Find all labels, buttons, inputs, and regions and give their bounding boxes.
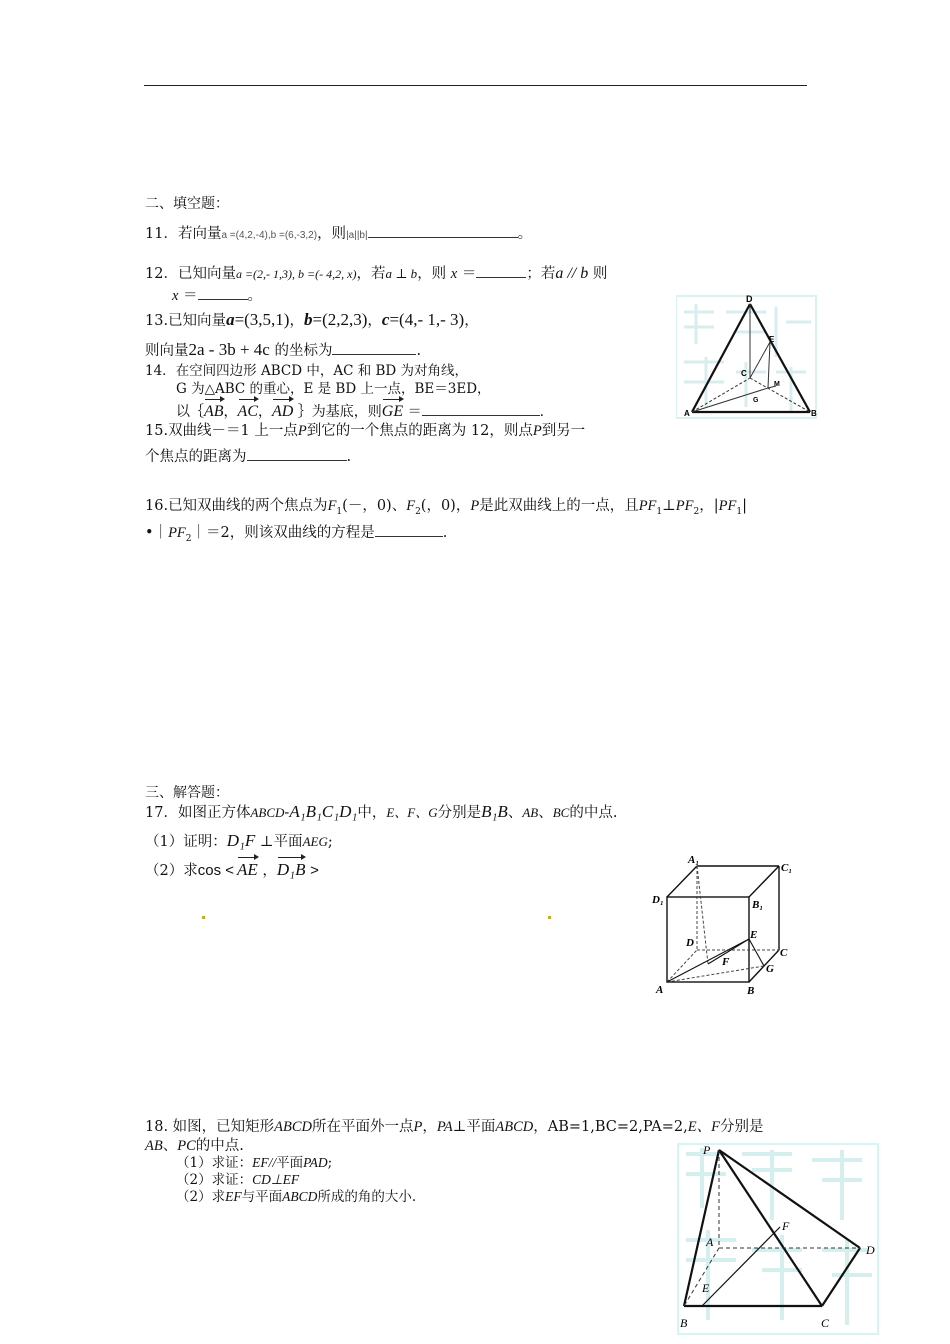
- label-e: E: [769, 335, 775, 344]
- q16-f2-coords: (，0)，: [420, 498, 471, 514]
- q16-f2-sub: 2: [415, 506, 421, 517]
- q13-text-3: 的坐标为: [274, 343, 333, 359]
- question-12-line-2: [172, 285, 262, 306]
- q16-pf2-sub: 2: [693, 506, 700, 517]
- q18-part1-plane: 平面: [276, 1155, 304, 1171]
- label-a1: A₁: [688, 854, 700, 866]
- q16-end: .: [442, 525, 448, 541]
- q13-end: .: [416, 343, 422, 359]
- question-18-line-1: [145, 1117, 763, 1137]
- label-f: F: [782, 1219, 790, 1233]
- q16-pf2: PF: [675, 498, 694, 514]
- question-14-line-2: G 为△ABC 的重心，E 是 BD 上一点，BE＝3ED，: [176, 381, 491, 397]
- q18-text-1: 如图，已知矩形: [172, 1119, 275, 1135]
- q12-end: 。: [247, 288, 263, 304]
- q16-text-3: ，|: [699, 498, 719, 514]
- q13-sep-1: ，: [289, 313, 304, 329]
- q17-part1-label: （1）证明：: [145, 834, 227, 850]
- q18-ef: E、F: [687, 1119, 720, 1135]
- q16-f1-coords: (－，0)、: [342, 498, 407, 514]
- q17-b1b: B₁B: [481, 802, 508, 821]
- q13-text-2: 则向量: [145, 343, 189, 359]
- label-f: F: [722, 956, 730, 968]
- q13-sep-3: ，: [464, 313, 479, 329]
- q17-part2-label: （2）求: [145, 863, 198, 879]
- q16-pf3-sub: 1: [736, 506, 743, 517]
- q18-text-2: 所在平面外一点: [312, 1119, 414, 1135]
- q16-f1: F: [327, 498, 337, 514]
- q17-sep: 、: [538, 805, 553, 821]
- question-18-part-2: [176, 1171, 299, 1189]
- label-g: G: [753, 397, 759, 404]
- q17-text-2: 中，: [357, 805, 387, 821]
- q16-pf4-sub: 2: [185, 533, 192, 544]
- q17-a1b1c1d1: A₁B₁C₁D₁: [289, 802, 358, 821]
- question-15-line-1: [145, 421, 585, 441]
- q18-text-6: 分别是: [719, 1119, 764, 1135]
- q14-number: 14．: [145, 363, 176, 379]
- stray-mark-1: [202, 916, 205, 919]
- q18-part3-label: （2）求: [176, 1189, 226, 1205]
- question-12-line-1: [145, 263, 607, 284]
- q17-text-1: 如图正方体: [177, 805, 251, 821]
- q18-point-p: P: [413, 1119, 423, 1135]
- label-d: D: [746, 294, 753, 304]
- question-18-part-3: [176, 1188, 416, 1206]
- q13-vector-b: b: [303, 310, 313, 329]
- question-13-line-1: [145, 310, 479, 331]
- q12-var-1: x: [450, 266, 458, 282]
- q11-answer-blank[interactable]: [368, 223, 518, 238]
- label-d: D: [686, 937, 694, 949]
- cube-figure: [650, 852, 800, 997]
- q17-bc: BC: [552, 805, 570, 820]
- q13-sep-2: ，: [367, 313, 382, 329]
- q14-line-1: 在空间四边形 ABCD 中，AC 和 BD 为对角线，: [175, 363, 469, 379]
- q18-part2-cd-ef: CD⊥EF: [252, 1172, 300, 1187]
- question-13-line-2: [145, 340, 421, 361]
- q17-text-5: 的中点.: [569, 805, 618, 821]
- section-title-fill-in: 二、填空题：: [145, 196, 229, 212]
- q12-text-2: ，若: [356, 266, 386, 282]
- q14-vector-ac: AC: [237, 403, 258, 420]
- q17-dash: -: [284, 805, 290, 821]
- pyramid-figure: [672, 1140, 884, 1338]
- q17-d1f: D₁F: [226, 831, 256, 850]
- label-b: B: [747, 985, 755, 997]
- q13-vector-a: a: [226, 310, 235, 329]
- label-g: G: [766, 963, 774, 975]
- q12-eq-2: ＝: [183, 288, 198, 304]
- q15-point-p-2: P: [532, 423, 542, 439]
- section-title-solutions: 三、解答题：: [145, 785, 229, 801]
- q16-pf1: PF: [638, 498, 657, 514]
- q14-vector-ab: AB: [204, 403, 224, 420]
- q12-eq-1: ＝: [461, 266, 477, 282]
- q17-vector-ae: AE: [237, 860, 258, 879]
- label-a: A: [656, 984, 664, 996]
- label-c: C: [821, 1316, 830, 1330]
- question-17-part-1: [145, 831, 333, 852]
- q16-pf3: PF: [718, 498, 737, 514]
- q16-number: 16.: [145, 498, 169, 514]
- q18-part3-ef: EF: [225, 1189, 242, 1204]
- q14-answer-blank[interactable]: [422, 401, 540, 416]
- q16-text-2: 是此双曲线上的一点，且: [479, 498, 639, 514]
- q18-part3-end: 所成的角的大小.: [317, 1189, 417, 1205]
- q16-pf4: PF: [168, 525, 186, 541]
- q18-text-4: ⊥平面: [452, 1119, 496, 1135]
- q17-comma: ，: [262, 863, 277, 879]
- q15-text-2: 到它的一个焦点的距离为 12，则点: [306, 423, 533, 439]
- q14-text-basis: 以｛: [176, 404, 204, 420]
- q13-c-value: =(4,- 1,- 3): [389, 310, 465, 329]
- q17-part1-text: ⊥平面: [259, 834, 303, 850]
- question-11: [145, 223, 532, 246]
- header-rule: [144, 85, 807, 86]
- label-a: A: [684, 409, 690, 418]
- q11-end: 。: [517, 226, 533, 242]
- label-b: B: [680, 1316, 688, 1330]
- q11-vectors: a =(4,2,-4),b =(6,-3,2): [221, 230, 318, 241]
- q13-vector-c: c: [381, 310, 390, 329]
- q13-a-value: =(3,5,1): [234, 310, 290, 329]
- q15-end: .: [346, 449, 352, 465]
- tetrahedron-figure: [676, 292, 820, 422]
- q18-part3-abcd: ABCD: [282, 1189, 318, 1204]
- q18-part1-ef: EF//: [252, 1155, 277, 1170]
- q15-text-3: 到另一: [541, 423, 586, 439]
- q18-text-5: ，AB=1,BC=2,PA=2,: [533, 1119, 688, 1135]
- label-d: D: [866, 1243, 875, 1257]
- label-e: E: [750, 929, 758, 941]
- q14-eq: ＝: [407, 404, 422, 420]
- q16-perp: ⊥: [662, 498, 676, 514]
- label-b: B: [811, 409, 817, 418]
- label-m: M: [774, 381, 780, 388]
- watermark-stamp: [676, 296, 816, 418]
- q11-mid: ，则: [317, 226, 347, 242]
- q12-condition-perp: a ⊥ b: [385, 266, 418, 281]
- q12-number: 12．: [145, 266, 178, 282]
- q14-end: .: [539, 404, 545, 420]
- q12-vectors: a =(2,- 1,3), b =(- 4,2, x): [235, 267, 357, 281]
- q18-part1-label: （1）求证：: [176, 1155, 253, 1171]
- q18-pc: PC: [177, 1138, 196, 1154]
- q16-pf1-sub: 1: [656, 506, 663, 517]
- q17-part1-end: ;: [327, 834, 333, 850]
- q16-text-5: •｜: [145, 525, 169, 541]
- q17-ab: AB: [522, 805, 539, 820]
- q13-number: 13.: [145, 313, 169, 329]
- q13-b-value: =(2,2,3): [312, 310, 368, 329]
- q18-sep: 、: [162, 1138, 178, 1154]
- q16-f2: F: [406, 498, 416, 514]
- q18-number: 18.: [145, 1119, 169, 1135]
- q18-text-3: ，: [422, 1119, 437, 1135]
- q11-expression: |a||b|: [346, 230, 368, 241]
- q18-part1-pad: PAD: [303, 1155, 328, 1170]
- q15-point-p-1: P: [297, 423, 307, 439]
- q13-text-1: 已知向量: [168, 313, 227, 329]
- q13-answer-blank[interactable]: [332, 340, 416, 355]
- q14-vector-ad: AD: [272, 403, 294, 420]
- label-p: P: [703, 1143, 711, 1157]
- label-b1: B₁: [752, 899, 764, 911]
- q18-abcd: ABCD: [274, 1119, 313, 1135]
- q12-condition-parallel: a // b: [555, 265, 589, 282]
- question-14-line-1: [145, 362, 468, 380]
- label-a: A: [706, 1235, 714, 1249]
- q16-point-p: P: [470, 498, 480, 514]
- label-e: E: [702, 1281, 710, 1295]
- q18-text-7: 的中点.: [195, 1138, 244, 1154]
- q17-text-3: 分别是: [437, 805, 482, 821]
- q11-number: 11．: [145, 226, 178, 242]
- q18-ab: AB: [145, 1138, 163, 1154]
- q17-text-4: 、: [507, 805, 523, 821]
- q13-expression: 2a - 3b + 4c: [188, 340, 270, 359]
- q18-part3-text: 与平面: [241, 1189, 283, 1205]
- q17-gt: >: [310, 862, 319, 879]
- label-c: C: [741, 369, 747, 378]
- q14-comma-1: ，: [223, 404, 238, 420]
- question-15-line-2: [145, 446, 351, 467]
- question-17-line-1: [145, 802, 617, 823]
- q17-number: 17．: [145, 805, 178, 821]
- q17-abcd: ABCD: [250, 805, 285, 820]
- q18-pa: PA: [436, 1119, 453, 1135]
- q17-aeg: AEG: [302, 834, 328, 849]
- q11-prefix: 若向量: [177, 226, 222, 242]
- question-14-line-3: [176, 401, 544, 422]
- label-d1: D₁: [652, 894, 664, 906]
- q17-cos: cos <: [197, 862, 235, 879]
- q18-abcd-2: ABCD: [495, 1119, 534, 1135]
- q12-text-3: ，则: [417, 266, 447, 282]
- q15-number: 15.: [145, 423, 169, 439]
- q15-text-4: 个焦点的距离为: [145, 449, 247, 465]
- q16-answer-blank[interactable]: [375, 522, 443, 537]
- q15-text-1: 双曲线－＝1 上一点: [168, 423, 298, 439]
- stray-mark-2: [548, 916, 551, 919]
- q12-text-4: ；若: [526, 266, 556, 282]
- label-c1: C₁: [781, 862, 793, 874]
- q12-var-2: x: [172, 288, 179, 304]
- q17-efg: E、F、G: [386, 805, 438, 820]
- q14-text-then: ｝为基底，则: [297, 404, 382, 420]
- q12-answer-blank-1[interactable]: [476, 263, 526, 278]
- q16-text-4: |: [742, 498, 747, 514]
- q17-vector-d1b: D₁B: [276, 860, 306, 879]
- q16-text-1: 已知双曲线的两个焦点为: [168, 498, 328, 514]
- q16-text-6: ｜＝2，则该双曲线的方程是: [191, 525, 375, 541]
- question-18-part-1: [176, 1154, 332, 1172]
- label-c: C: [780, 947, 788, 959]
- question-16-line-2: [145, 522, 447, 549]
- q12-answer-blank-2[interactable]: [198, 285, 248, 300]
- q18-part2-label: （2）求证：: [176, 1172, 253, 1188]
- q16-f1-sub: 1: [336, 506, 343, 517]
- q15-answer-blank[interactable]: [247, 446, 347, 461]
- question-16-line-1: [145, 496, 747, 522]
- question-17-part-2: [145, 860, 319, 881]
- q12-text-1: 已知向量: [177, 266, 236, 282]
- q14-vector-ge: GE: [381, 403, 404, 420]
- q12-text-5: 则: [592, 266, 608, 282]
- q14-comma-2: ，: [258, 404, 272, 420]
- question-18-line-2: [145, 1136, 244, 1156]
- q18-part1-end: ;: [327, 1155, 333, 1171]
